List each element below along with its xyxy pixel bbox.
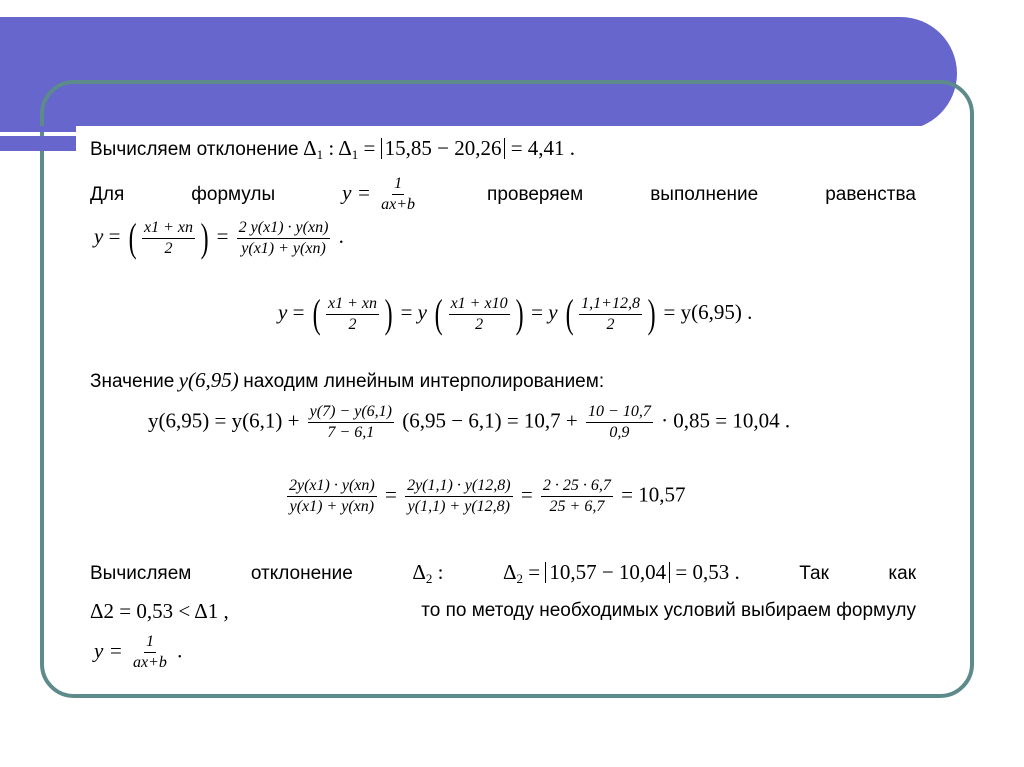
text: как (888, 562, 916, 584)
interpolation-formula: y(6,95) = y(6,1) + $\frac{y(7) - y(6,1)}{7 - 6,1}$ (6,95 − 6,1) = 10,7 + $\frac{10 - 10,7}{0,9}$ · 0,85 = 10,04 . (148, 403, 791, 441)
text: отклонение (250, 562, 353, 584)
delta2-label: $\Delta_2$ : (412, 560, 444, 586)
text: выполнение (650, 183, 759, 205)
expr: y(6,95) (178, 368, 239, 392)
text: формулы (191, 183, 276, 205)
line-interpolation-intro (90, 370, 604, 393)
right-side-calculation: $\frac{2y(x1) \cdot y(xn)}{y(x1) + y(xn)}$ = $\frac{2y(1,1) \cdot y(12,8)}{y(1,1) + y(12,8)}$ = $\frac{2 \cdot 25 \cdot 6,7}{25 + 6,7}$ = 10,57 (289, 477, 686, 515)
line-formula-check (90, 176, 916, 213)
line-deviation-1: Вычисляем отклонение $\Delta_1$ : $\Delta_1 = 15,85 - 20,26 = 4,41$ . (90, 136, 576, 162)
text: находим линейным интерполированием: (243, 371, 605, 392)
accent-bar-top (0, 126, 76, 132)
delta2-expr: $\Delta_2 = 10,57 - 10,04 = 0,53$ . (502, 560, 740, 586)
line-deviation-2 (90, 562, 916, 585)
text: равенства (825, 183, 916, 205)
text: Для (90, 183, 125, 205)
text: то по методу необходимых условий выбираем формулу (421, 600, 916, 621)
equality-general: y = ( $\frac{x1 + xn}{2}$ ) = $\frac{2 y(x1) \cdot y(xn)}{y(x1) + y(xn)}$ . (94, 215, 344, 260)
text: проверяем (487, 183, 584, 205)
accent-bar (0, 136, 76, 151)
text: Вычисляем (90, 562, 192, 584)
line-conclusion (90, 600, 916, 622)
equality-substituted: y = ( $\frac{x1 + xn}{2}$ ) = y ( $\frac{x1 + x10}{2}$ ) = y ( $\frac{1,1+12,8}{2}$ ) = y(6,95) . (278, 291, 753, 336)
expr: Δ2 = 0,53 < Δ1 , (90, 598, 229, 623)
text: Так (799, 562, 829, 584)
text: Значение (90, 371, 175, 392)
text: Вычисляем отклонение (90, 139, 299, 160)
formula-y: y = $\frac{1}{ax+b}$ (342, 175, 416, 213)
final-formula: y = $\frac{1}{ax+b}$ . (94, 633, 183, 671)
